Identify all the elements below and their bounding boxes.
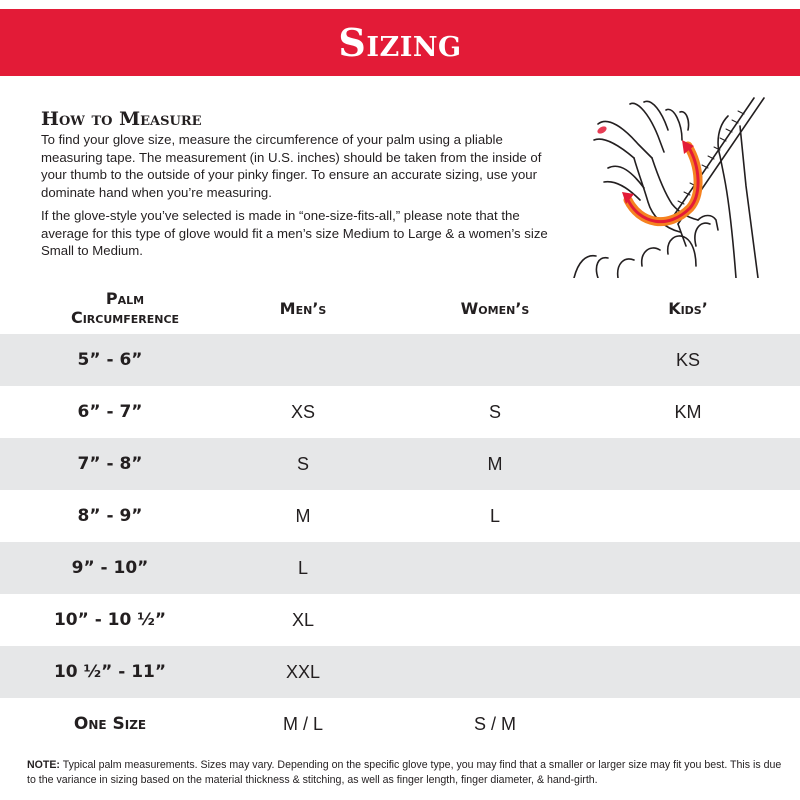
womens-cell: S bbox=[488, 401, 501, 422]
palm-cell: One Size bbox=[73, 714, 147, 734]
footnote bbox=[27, 758, 787, 788]
mens-cell: XXL bbox=[285, 661, 321, 682]
table-header bbox=[0, 282, 800, 334]
womens-cell bbox=[405, 542, 585, 594]
sizing-table bbox=[0, 282, 800, 750]
mens-cell: L bbox=[297, 557, 308, 578]
womens-cell: M bbox=[487, 453, 503, 474]
measure-instructions: To find your glove size, measure the circumference of your palm using a pliable measuring tape. The measurement (in U.S. inches) should be taken from the inside of your thumb to the outside of your pinky finger. To ensure an accurate sizing, use your dominate hand when you’re measuring. bbox=[41, 132, 542, 200]
womens-cell bbox=[405, 334, 585, 386]
header-palm-circumference: Palm Circumference bbox=[70, 289, 180, 327]
womens-cell bbox=[405, 646, 585, 698]
kids-cell bbox=[598, 646, 778, 698]
table-row bbox=[0, 490, 800, 542]
palm-cell: 6” - 7” bbox=[77, 402, 143, 422]
table-row bbox=[0, 438, 800, 490]
table-row bbox=[0, 646, 800, 698]
header-womens: Women’s bbox=[460, 298, 530, 318]
table-row bbox=[0, 334, 800, 386]
table-row bbox=[0, 386, 800, 438]
mens-cell: S bbox=[296, 453, 309, 474]
table-row bbox=[0, 698, 800, 750]
how-to-measure-section bbox=[41, 108, 561, 266]
mens-cell bbox=[213, 334, 393, 386]
kids-cell bbox=[598, 698, 778, 750]
mens-cell: XS bbox=[290, 401, 315, 422]
note-text: Typical palm measurements. Sizes may vary. Depending on the specific glove type, you may find that a smaller or larger size may fit you best. This is due to the variance in sizing based on the material thickness & stitching, as well as finger length, finger diameter, & hand-girth. bbox=[27, 759, 782, 786]
title-banner bbox=[0, 9, 800, 76]
mens-cell: XL bbox=[291, 609, 315, 630]
table-row bbox=[0, 542, 800, 594]
note-label: NOTE: bbox=[27, 759, 60, 771]
kids-cell bbox=[598, 594, 778, 646]
page-title: Sizing bbox=[338, 19, 462, 65]
kids-cell: KS bbox=[675, 349, 700, 370]
palm-cell: 5” - 6” bbox=[77, 350, 143, 370]
palm-cell: 7” - 8” bbox=[77, 454, 143, 474]
palm-cell: 10” - 10 ½” bbox=[53, 610, 167, 630]
header-kids: Kids’ bbox=[668, 298, 708, 318]
mens-cell: M / L bbox=[282, 713, 323, 734]
palm-cell: 10 ½” - 11” bbox=[53, 662, 167, 682]
kids-cell bbox=[598, 438, 778, 490]
womens-cell bbox=[405, 594, 585, 646]
how-to-measure-heading: How to Measure bbox=[41, 108, 202, 130]
hand-measuring-tape-illustration bbox=[568, 96, 768, 278]
kids-cell: KM bbox=[674, 401, 702, 422]
header-mens: Men’s bbox=[279, 298, 327, 318]
palm-cell: 9” - 10” bbox=[71, 558, 149, 578]
palm-cell: 8” - 9” bbox=[77, 506, 143, 526]
hand-measuring-icon bbox=[568, 96, 768, 278]
kids-cell bbox=[598, 490, 778, 542]
kids-cell bbox=[598, 542, 778, 594]
one-size-note: If the glove-style you’ve selected is made in “one-size-fits-all,” please note that the average for this type of glove would fit a men’s size Medium to Large & a women’s size Small to Medium. bbox=[41, 208, 548, 258]
womens-cell: S / M bbox=[473, 713, 516, 734]
mens-cell: M bbox=[295, 505, 311, 526]
table-row bbox=[0, 594, 800, 646]
womens-cell: L bbox=[489, 505, 500, 526]
